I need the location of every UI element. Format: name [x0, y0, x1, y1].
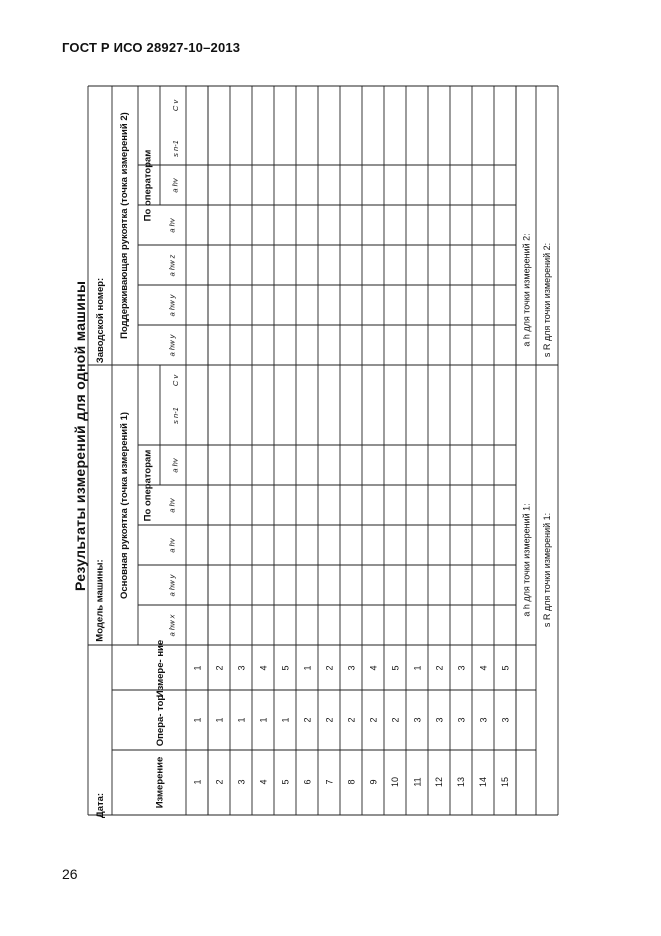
row-measurement-10: 10	[390, 776, 401, 788]
row-test-6: 1	[302, 665, 313, 671]
by-operators-2: По операторам	[142, 149, 154, 221]
row-operator-11: 3	[412, 717, 423, 723]
row-operator-4: 1	[258, 717, 269, 723]
row-operator-12: 3	[434, 717, 445, 723]
row-test-9: 4	[368, 665, 379, 671]
row-test-13: 3	[456, 665, 467, 671]
row-measurement-4: 4	[258, 779, 269, 785]
footer-ah1: a h для точки измерений 1:	[521, 503, 532, 617]
row-measurement-2: 2	[214, 779, 225, 785]
group2-header: Поддерживающая рукоятка (точка измерений 2)	[118, 111, 130, 339]
g2-col-0: a hw y	[167, 334, 177, 356]
row-measurement-13: 13	[456, 776, 467, 788]
row-operator-6: 2	[302, 717, 313, 723]
row-measurement-12: 12	[434, 776, 445, 788]
row-test-14: 4	[478, 665, 489, 671]
date-label: Дата:	[94, 792, 106, 818]
g1-col-2: a hv	[167, 537, 177, 553]
row-measurement-3: 3	[236, 779, 247, 785]
row-operator-7: 2	[324, 717, 335, 723]
footer-sr2: s R для точки измерений 2:	[542, 242, 553, 358]
model-label: Модель машины:	[94, 558, 106, 642]
row-operator-2: 1	[214, 717, 225, 723]
stat2-col-0: a hv	[170, 177, 180, 193]
row-operator-3: 1	[236, 717, 247, 723]
table-title: Результаты измерений для одной машины	[72, 280, 88, 591]
row-operator-10: 2	[390, 717, 401, 723]
row-test-1: 1	[192, 665, 203, 671]
g2-col-1: a hw y	[167, 294, 177, 316]
stat2-col-2: C v	[170, 99, 180, 111]
g1-col-0: a hw x	[167, 614, 177, 636]
row-operator-8: 2	[346, 717, 357, 723]
row-test-5: 5	[280, 665, 291, 671]
row-test-2: 2	[214, 665, 225, 671]
row-test-12: 2	[434, 665, 445, 671]
row-test-11: 1	[412, 665, 423, 671]
row-measurement-9: 9	[368, 779, 379, 785]
row-measurement-1: 1	[192, 779, 203, 785]
by-operators-1: По операторам	[142, 449, 154, 521]
page-number: 26	[62, 866, 78, 882]
group1-header: Основная рукоятка (точка измерений 1)	[118, 411, 130, 599]
row-test-10: 5	[390, 665, 401, 671]
row-test-7: 2	[324, 665, 335, 671]
standard-header: ГОСТ Р ИСО 28927-10–2013	[62, 40, 241, 55]
row-measurement-14: 14	[478, 776, 489, 788]
footer-ah2: a h для точки измерений 2:	[521, 233, 532, 347]
g2-col-3: a hv	[167, 217, 177, 233]
row-test-8: 3	[346, 665, 357, 671]
g1-col-1: a hw y	[167, 574, 177, 596]
operator-col-header: Опера- тор	[154, 694, 166, 746]
row-operator-15: 3	[500, 717, 511, 723]
row-test-3: 3	[236, 665, 247, 671]
row-measurement-7: 7	[324, 779, 335, 785]
measurement-col-header: Измерение	[154, 756, 166, 808]
test-col-header: Измере- ние	[154, 639, 166, 697]
row-measurement-5: 5	[280, 779, 291, 785]
stat2-col-1: s n-1	[170, 139, 180, 157]
stat1-col-2: C v	[170, 374, 180, 386]
g2-col-2: a hw z	[167, 254, 177, 276]
stat1-col-1: s n-1	[170, 406, 180, 424]
serial-label: Заводской номер:	[94, 277, 106, 363]
row-test-15: 5	[500, 665, 511, 671]
row-operator-9: 2	[368, 717, 379, 723]
g1-col-3: a hv	[167, 497, 177, 513]
row-operator-13: 3	[456, 717, 467, 723]
row-measurement-8: 8	[346, 779, 357, 785]
row-measurement-6: 6	[302, 779, 313, 785]
row-operator-5: 1	[280, 717, 291, 723]
row-measurement-15: 15	[500, 776, 511, 788]
row-operator-14: 3	[478, 717, 489, 723]
footer-sr1: s R для точки измерений 1:	[542, 512, 553, 628]
row-operator-1: 1	[192, 717, 203, 723]
row-test-4: 4	[258, 665, 269, 671]
stat1-col-0: a hv	[170, 457, 180, 473]
row-measurement-11: 11	[412, 777, 423, 787]
